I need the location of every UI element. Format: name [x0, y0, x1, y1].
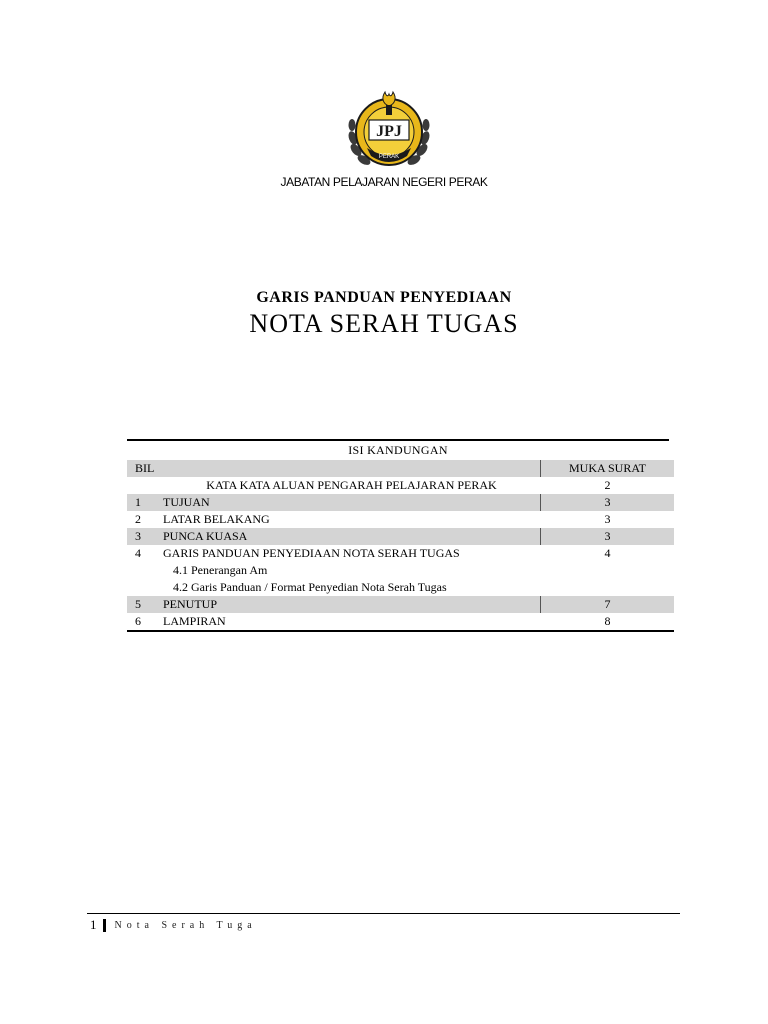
- toc-col-bil: BIL: [127, 460, 541, 477]
- page-number: 1: [90, 917, 97, 932]
- department-name: JABATAN PELAJARAN NEGERI PERAK: [280, 175, 488, 189]
- toc-row-title: GARIS PANDUAN PENYEDIAAN NOTA SERAH TUGAS: [163, 546, 460, 560]
- document-title: NOTA SERAH TUGAS: [249, 309, 519, 338]
- toc-row-page: [541, 562, 675, 579]
- toc-row-page: 7: [541, 596, 675, 613]
- toc-row: [127, 511, 674, 528]
- toc-row-number: 1: [127, 494, 162, 511]
- toc-row: [127, 528, 674, 545]
- toc-row: [127, 613, 674, 631]
- toc-row-title: LAMPIRAN: [162, 613, 541, 631]
- toc-row-number: [127, 562, 162, 579]
- logo-caption: PERAK: [378, 154, 400, 160]
- toc-row-title: PUNCA KUASA: [162, 528, 541, 545]
- toc-row-page: 3: [541, 528, 675, 545]
- toc-row-foreword: [127, 477, 674, 494]
- toc-foreword-page: 2: [541, 477, 675, 494]
- toc-header-row: [127, 460, 674, 477]
- footer-rule: [87, 913, 680, 914]
- toc-row-page: [541, 579, 675, 596]
- toc-row: [127, 494, 674, 511]
- toc-row-page: 4: [541, 545, 675, 562]
- toc-row-title: TUJUAN: [162, 494, 541, 511]
- toc-row-page: 8: [541, 613, 675, 631]
- toc-row-number: 6: [127, 613, 162, 631]
- footer-separator: [103, 919, 106, 932]
- toc-row-number: 5: [127, 596, 162, 613]
- toc-row-number: [127, 579, 162, 596]
- toc-col-page: MUKA SURAT: [541, 460, 675, 477]
- table-of-contents: [127, 460, 674, 632]
- toc-heading: ISI KANDUNGAN: [348, 443, 448, 457]
- toc-foreword-label: KATA KATA ALUAN PENGARAH PELAJARAN PERAK: [206, 478, 497, 492]
- footer-text: Nota Serah Tuga: [114, 919, 257, 931]
- toc-subrow-title: 4.1 Penerangan Am: [173, 563, 268, 577]
- toc-row-page: 3: [541, 494, 675, 511]
- page-footer: [90, 917, 257, 933]
- logo-text: JPJ: [376, 123, 402, 140]
- toc-row: [127, 596, 674, 613]
- toc-row-page: 3: [541, 511, 675, 528]
- toc-top-rule: [127, 439, 669, 441]
- toc-subrow: [127, 579, 674, 596]
- toc-row-title: PENUTUP: [162, 596, 541, 613]
- toc-row-number: 4: [135, 546, 141, 560]
- document-subtitle: GARIS PANDUAN PENYEDIAAN: [256, 289, 512, 306]
- toc-row-title: LATAR BELAKANG: [163, 512, 270, 526]
- toc-subrow-title: 4.2 Garis Panduan / Format Penyedian Nota Serah Tugas: [173, 580, 447, 594]
- toc-subrow: [127, 562, 674, 579]
- jpn-perak-logo: [347, 86, 431, 172]
- toc-row: [127, 545, 674, 562]
- toc-row-number: 3: [127, 528, 162, 545]
- toc-row-number: 2: [135, 512, 141, 526]
